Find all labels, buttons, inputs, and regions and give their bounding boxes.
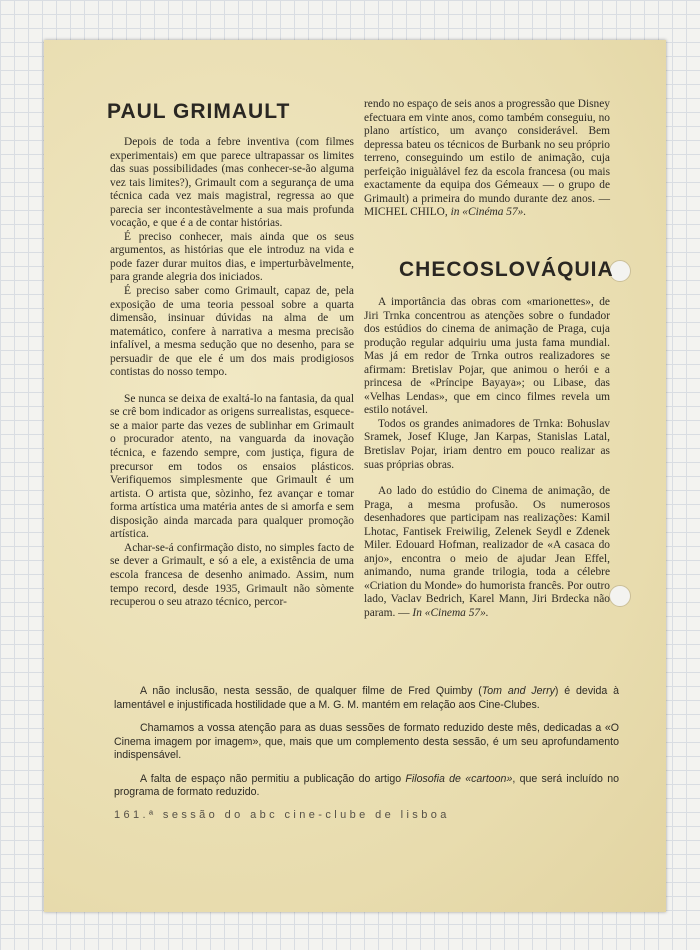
article-title-paul-grimault: PAUL GRIMAULT <box>107 100 291 123</box>
right-column <box>364 296 610 621</box>
program-page <box>44 40 666 912</box>
paragraph: Achar-se-á confirmação disto, no simples facto de se dever a Grimault, e só a ele, a existência de uma escola francesa de desenho animado. Assim, num tempo record, desde 1935, Grimault não sòmente recuperou o seu atrazo técnico, percor- <box>110 541 354 609</box>
paragraph: Ao lado do estúdio do Cinema de animação, de Praga, a mesma profusão. Os numerosos desenhadores que participam nas realizações: Kamil Lhotac, Fantisek Freiwilig, Zelenek Seydl e Zdenek Miler. Edouard Hofman, realizador de «A casaca do anjo», encontra o meio de ajudar Jean Effel, animando, numa grande trilogia, toda a célebre «Criation du Monde» do humorista francês. Por outro lado, Vaclav Bedrich, Karel Mann, Jiri Brdecka não param. — <box>364 485 610 620</box>
note-fred-quimby: A não inclusão, nesta sessão, de qualquer filme de Fred Quimby (Tom and Jerry) é devida à lamentável e injustificada hostilidade que a M. G. M. mantém em relação aos Cine-Clubes. <box>114 685 619 711</box>
paragraph: A importância das obras com «marionettes», de Jiri Trnka concentrou as atenções sobre o fundador dos estúdios do cinema de animação de Praga, cuja produção regular adquiriu uma justa fama mundial. Mas já em redor de Trnka outros realizadores se afirmam: Bretislav Pojar, que animou o herói e a princesa de «Príncipe Bayaya»; ou Libase, das «Velhas Lendas», que em cinco filmes revela um estilo notável. <box>364 296 610 417</box>
note-reduced-format-sessions: Chamamos a vossa atenção para as duas sessões de formato reduzido deste mês, dedicadas a «O Cinema imagem por imagem», que, mais que um complemento desta sessão, é um seu aprofundamento indispensável. <box>114 722 619 761</box>
paragraph: rendo no espaço de seis anos a progressão que Disney efectuara em vinte anos, como também conseguiu, no plano artístico, um avanço considerável. Bem depressa bateu os técnicos de Burbank no seu próprio terreno, conseguindo um estilo de animação, cuja perfeição iniguàlável fez da escola francesa (ou mais exactamente da equipa dos Gémeaux — o grupo de Grimault) a primeira do mundo durante dez anos. — MICHEL CHILO, <box>364 98 610 219</box>
paragraph: Se nunca se deixa de exaltá-lo na fantasia, da qual se crê bom indicador as origens surrealistas, esquece-se a maior parte das vezes de sublinhar em Grimault o procurador atento, na vanguarda da inovação técnica, e fazendo sempre, com justiça, figura de precursor em todos os ensaios plásticos. Verifiquemos simplesmente que Grimault é um artista. O artista que, sòzinho, fez avançar e tomar forma artística uma matéria antes de si amorfa e sem disposição ainda marcada para qualquer promoção artística. <box>110 392 354 541</box>
source-citation: in «Cinéma 57». <box>450 206 527 219</box>
paragraph: É preciso conhecer, mais ainda que os seus argumentos, as histórias que ele introduz na vida e pode fazer durar muitos dias, e imperturbàvelmente, para grande alegria dos iniciados. <box>110 230 354 284</box>
article-title-checoslovaquia: CHECOSLOVÁQUIA <box>399 258 614 281</box>
paragraph: Depois de toda a febre inventiva (com filmes experimentais) em que parece ultrapassar os limites das suas possibilidades (mas conhecer-se-ão alguma vez tais limites?), Grimault com a segurança de uma técnica cada vez mais magistral, regressa ao que parecia ser incontestàvelmente a sua mais profunda vocação, e que é a de contar histórias. <box>110 136 354 230</box>
note-missing-article: A falta de espaço não permitiu a publicação do artigo Filosofia de «cartoon», que será incluído no programa de formato reduzido. <box>114 772 619 798</box>
right-column-continuation <box>364 98 610 220</box>
paragraph: É preciso saber como Grimault, capaz de, pela exposição de uma teoria pessoal sobre a quarta dimensão, insinuar dúvidas na alma de um matemático, confere à narrativa a mesma precisão infalível, a mesma sedução que no desenho, para se persuadir de que ele é um dos mais prodigiosos contistas do nosso tempo. <box>110 285 354 379</box>
paragraph: Todos os grandes animadores de Trnka: Bohuslav Sramek, Josef Kluge, Jan Karpas, Stanislas Latal, Bretislav Pojar, iriam dentro em pouco realizar as suas próprias obras. <box>364 417 610 471</box>
session-notes <box>114 685 619 810</box>
source-citation: In «Cinema 57». <box>412 607 489 620</box>
session-footer: 161.ª sessão do abc cine-clube de lisboa <box>114 809 450 821</box>
left-column <box>110 136 354 610</box>
punch-hole-lower <box>609 585 631 607</box>
